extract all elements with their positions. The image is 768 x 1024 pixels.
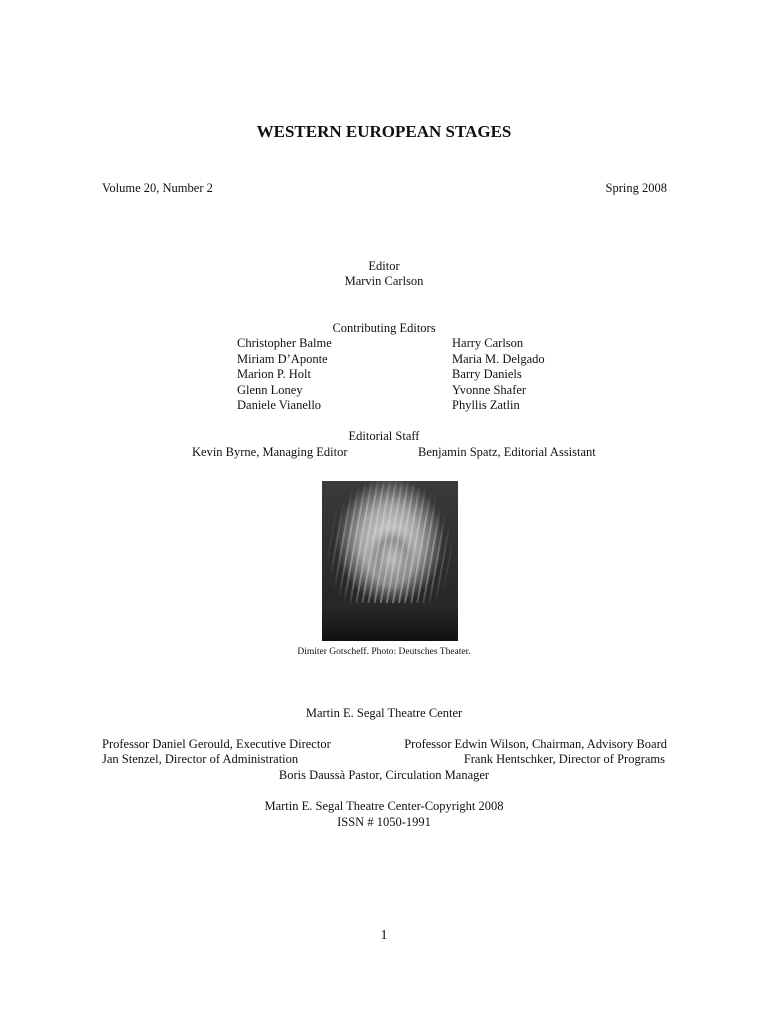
copyright-notice: Martin E. Segal Theatre Center-Copyright 2008 [264,799,504,813]
volume-number: Volume 20, Number 2 [102,181,213,195]
contributing-editor-right: Barry Daniels [452,367,522,381]
circulation-manager: Boris Daussà Pastor, Circulation Manager [278,768,490,782]
advisory-board-chairman: Professor Edwin Wilson, Chairman, Advisory Board [404,737,667,751]
contributing-editor-right: Yvonne Shafer [452,383,527,397]
editor-heading: Editor [368,259,400,273]
director-of-programs: Frank Hentschker, Director of Programs [463,752,665,766]
contributing-editor-left: Daniele Vianello [237,398,322,412]
portrait-shirt [322,603,458,641]
executive-director: Professor Daniel Gerould, Executive Director [102,737,331,751]
contributing-editor-right: Phyllis Zatlin [452,398,520,412]
contributing-editor-left: Christopher Balme [237,336,332,350]
contributing-editor-left: Miriam D’Aponte [237,352,328,366]
page-number: 1 [380,928,388,943]
editorial-assistant: Benjamin Spatz, Editorial Assistant [418,445,596,459]
theatre-center-name: Martin E. Segal Theatre Center [305,706,463,720]
contributing-editor-right: Harry Carlson [452,336,524,350]
contributing-editor-left: Glenn Loney [237,383,303,397]
issn-number: ISSN # 1050-1991 [337,815,431,829]
contributing-editor-left: Marion P. Holt [237,367,311,381]
contributing-editor-right: Maria M. Delgado [452,352,545,366]
journal-title: WESTERN EUROPEAN STAGES [256,122,512,141]
portrait-photo [322,481,458,641]
director-of-administration: Jan Stenzel, Director of Administration [102,752,299,766]
editor-name: Marvin Carlson [344,274,424,288]
contributing-editors-heading: Contributing Editors [332,321,436,335]
photo-caption: Dimiter Gotscheff. Photo: Deutsches Theater. [297,647,471,657]
editorial-staff-heading: Editorial Staff [348,429,420,443]
issue-season: Spring 2008 [605,181,667,195]
managing-editor: Kevin Byrne, Managing Editor [192,445,348,459]
